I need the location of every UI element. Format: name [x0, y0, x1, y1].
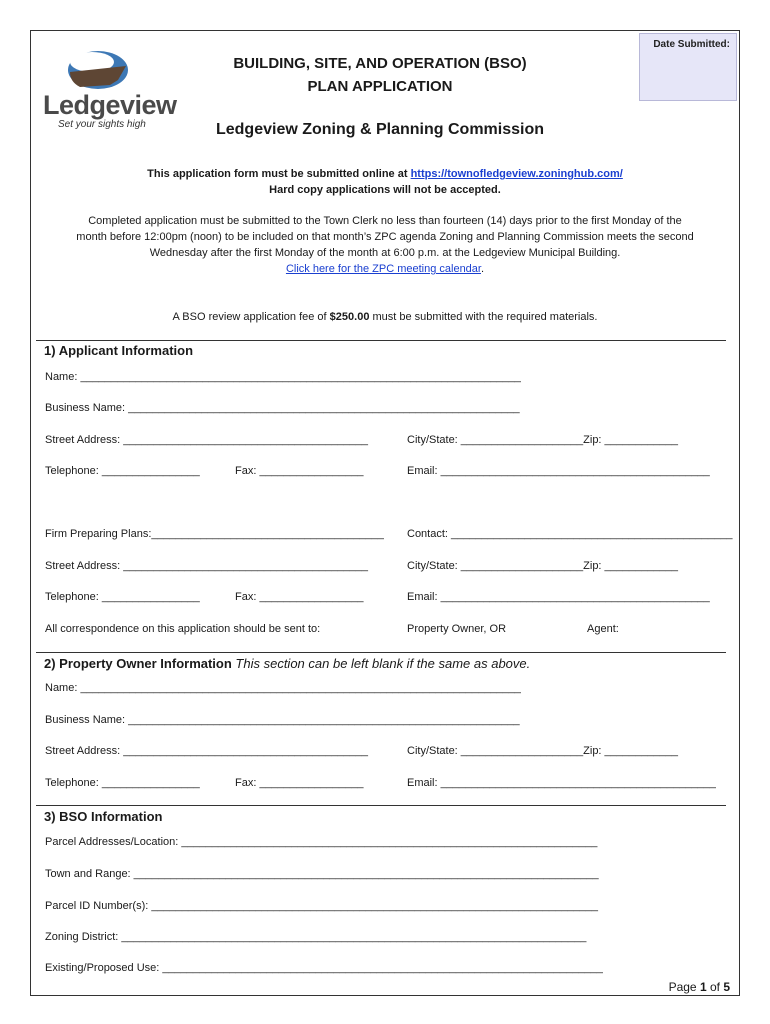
- section-divider: [36, 652, 726, 653]
- section-divider: [36, 805, 726, 806]
- form-title-line2: PLAN APPLICATION: [307, 78, 453, 95]
- section3-heading: 3) BSO Information: [44, 809, 163, 824]
- firm-city-zip-field[interactable]: City/State: ____________________Zip: ____________: [407, 560, 678, 572]
- deadline-line3: Wednesday after the first Monday of the month at 6:00 p.m. at the Ledgeview Municipal Building.: [149, 247, 621, 259]
- firm-fax-field[interactable]: Fax: _________________: [235, 591, 364, 603]
- page-of: of: [706, 980, 724, 994]
- existing-proposed-use-field[interactable]: Existing/Proposed Use: ________________________________________________________________________: [45, 962, 603, 974]
- applicant-fax-field[interactable]: Fax: _________________: [235, 465, 364, 477]
- applicant-name-field[interactable]: Name: ________________________________________________________________________: [45, 371, 521, 383]
- owner-business-field[interactable]: Business Name: ________________________________________________________________: [45, 714, 520, 726]
- section2-note: This section can be left blank if the same as above.: [231, 656, 531, 671]
- firm-contact-field[interactable]: Contact: ______________________________________________: [407, 528, 733, 540]
- owner-street-field[interactable]: Street Address: ________________________________________: [45, 745, 368, 757]
- parcel-address-field[interactable]: Parcel Addresses/Location: ____________________________________________________________________: [45, 836, 598, 848]
- owner-city-zip-field[interactable]: City/State: ____________________Zip: ____________: [407, 745, 678, 757]
- page-total: 5: [723, 980, 730, 994]
- fee-amount: $250.00: [329, 311, 370, 323]
- town-range-field[interactable]: Town and Range: ____________________________________________________________________________: [45, 868, 599, 880]
- owner-email-field[interactable]: Email: _____________________________________________: [407, 777, 716, 789]
- firm-preparing-plans-field[interactable]: Firm Preparing Plans:______________________________________: [45, 528, 384, 540]
- fee-suffix: must be submitted with the required materials.: [369, 311, 598, 323]
- firm-street-field[interactable]: Street Address: ________________________________________: [45, 560, 368, 572]
- firm-telephone-field[interactable]: Telephone: ________________: [45, 591, 200, 603]
- form-subtitle: Ledgeview Zoning & Planning Commission: [215, 121, 545, 138]
- agent-option[interactable]: Agent:: [587, 623, 619, 635]
- applicant-email-field[interactable]: Email: ____________________________________________: [407, 465, 710, 477]
- applicant-business-field[interactable]: Business Name: ________________________________________________________________: [45, 402, 520, 414]
- page-number: [669, 980, 730, 994]
- property-owner-option[interactable]: Property Owner, OR: [407, 623, 507, 635]
- zoninghub-link[interactable]: https://townofledgeview.zoninghub.com/: [410, 168, 623, 180]
- page-word: Page: [668, 980, 700, 994]
- firm-email-field[interactable]: Email: ____________________________________________: [407, 591, 710, 603]
- fee-prefix: A BSO review application fee of: [172, 311, 330, 323]
- fee-line: [40, 310, 730, 326]
- section2-heading: [44, 656, 530, 671]
- applicant-city-zip-field[interactable]: City/State: ____________________Zip: ____________: [407, 434, 678, 446]
- section2-title: 2) Property Owner Information: [44, 656, 232, 671]
- owner-name-field[interactable]: Name: ________________________________________________________________________: [45, 682, 521, 694]
- online-prefix: This application form must be submitted online at: [147, 168, 411, 180]
- applicant-telephone-field[interactable]: Telephone: ________________: [45, 465, 200, 477]
- parcel-id-field[interactable]: Parcel ID Number(s): _________________________________________________________________________: [45, 900, 598, 912]
- logo-wordmark: Ledgeview: [43, 90, 177, 120]
- hard-copy-notice: Hard copy applications will not be accepted.: [269, 184, 501, 196]
- deadline-line2: month before 12:00pm (noon) to be included on that month’s ZPC agenda Zoning and Planning Commission meets the second: [76, 231, 694, 243]
- applicant-street-field[interactable]: Street Address: ________________________________________: [45, 434, 368, 446]
- logo-tagline: Set your sights high: [58, 119, 146, 130]
- date-submitted-label: Date Submitted:: [653, 39, 730, 50]
- owner-telephone-field[interactable]: Telephone: ________________: [45, 777, 200, 789]
- correspondence-label: All correspondence on this application should be sent to:: [45, 623, 321, 635]
- form-title-line1: BUILDING, SITE, AND OPERATION (BSO): [233, 55, 527, 72]
- deadline-line1: Completed application must be submitted to the Town Clerk no less than fourteen (14) days prior to the first Monday of the: [88, 215, 682, 227]
- owner-fax-field[interactable]: Fax: _________________: [235, 777, 364, 789]
- section-divider: [36, 340, 726, 341]
- page-current: 1: [699, 980, 707, 994]
- zoning-district-field[interactable]: Zoning District: ____________________________________________________________________________: [45, 931, 587, 943]
- calendar-line: [40, 262, 730, 278]
- date-submitted-box[interactable]: [639, 33, 737, 101]
- zpc-calendar-link[interactable]: Click here for the ZPC meeting calendar: [285, 263, 481, 275]
- calendar-suffix: .: [480, 263, 485, 275]
- online-submission-line: [40, 167, 730, 183]
- section1-heading: 1) Applicant Information: [44, 343, 194, 358]
